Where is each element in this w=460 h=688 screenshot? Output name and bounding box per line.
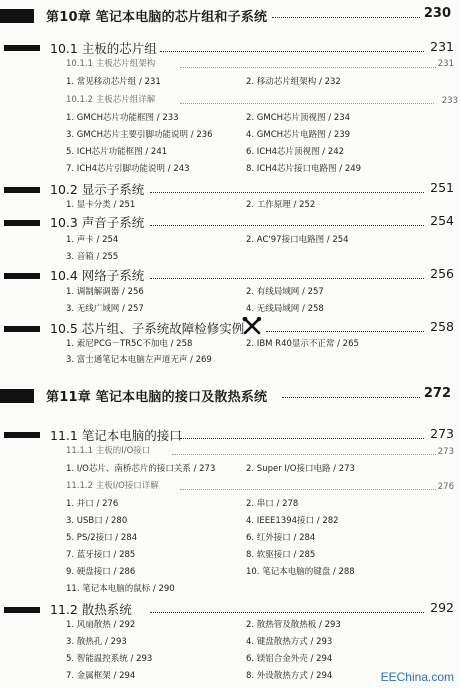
toc-item: 5. 智能温控系统 / 293 [66,654,153,664]
toc-item: 8. 软驱接口 / 285 [246,550,316,560]
toc-item: 6. ICH4芯片顶视图 / 242 [246,147,345,157]
toc-item: 4. IEEE1394接口 / 282 [246,516,339,526]
toc-item: 1. 索尼PCG－TR5C不加电 / 258 [66,339,193,349]
toc-item: 2. AC'97接口电路图 / 254 [246,235,349,245]
subsection-11-1-1-leader [172,454,436,455]
section-11-2-leader [150,612,424,613]
section-11-1-page: 273 [430,426,454,441]
section-10-3-page: 254 [430,213,454,228]
chapter-11-title: 第11章 笔记本电脑的接口及散热系统 [46,390,268,405]
section-10-5-title: 10.5 芯片组、子系统故障检修实例 [50,321,245,336]
toc-item: 1. 调制解调器 / 256 [66,287,144,297]
toc-item: 6. 镁铝合金外壳 / 294 [246,654,333,664]
chapter-10-marker [0,9,34,23]
section-10-3-leader [150,225,424,226]
section-10-2-marker [4,187,40,193]
toc-item: 10. 笔记本电脑的键盘 / 288 [246,567,355,577]
toc-item: 1. 并口 / 276 [66,499,119,509]
section-11-2-marker [4,607,40,613]
toc-item: 4. 键盘散热方式 / 293 [246,637,333,647]
section-10-5-marker [4,326,40,332]
section-10-5-leader [266,331,424,332]
section-11-1-leader [180,438,424,439]
section-10-2-title: 10.2 显示子系统 [50,182,145,197]
toc-item: 1. 常见移动芯片组 / 231 [66,77,161,87]
subsection-11-1-1-title: 11.1.1 主板的I/O接口 [66,446,151,456]
toc-item: 3. USB口 / 280 [66,516,128,526]
section-10-1-page: 231 [430,39,454,54]
watermark: EEChina.com [380,670,454,684]
subsection-11-1-2-title: 11.1.2 主板I/O接口详解 [66,481,159,491]
section-10-1-title: 10.1 主板的芯片组 [50,41,157,56]
toc-item: 2. GMCH芯片顶视图 / 234 [246,113,351,123]
section-10-3-title: 10.3 声音子系统 [50,215,145,230]
toc-item: 3. 富士通笔记本电脑左声道无声 / 269 [66,355,212,365]
section-11-1-marker [4,432,40,438]
toc-item: 1. 显卡分类 / 251 [66,200,136,210]
chapter-10-leader [272,17,420,18]
subsection-11-1-2-page: 276 [437,482,454,492]
toc-item: 7. ICH4芯片引脚功能说明 / 243 [66,164,190,174]
wrench-screwdriver-icon [242,317,262,335]
subsection-11-1-2-leader [180,489,436,490]
toc-item: 6. 红外接口 / 284 [246,533,316,543]
toc-item: 2. 有线局域网 / 257 [246,287,324,297]
toc-item: 8. ICH4芯片接口电路图 / 249 [246,164,362,174]
toc-item: 1. 风扇散热 / 292 [66,620,136,630]
section-10-4-title: 10.4 网络子系统 [50,268,145,283]
section-11-2-title: 11.2 散热系统 [50,602,132,617]
section-11-2-page: 292 [430,600,454,615]
toc-item: 3. 散热孔 / 293 [66,637,127,647]
toc-item: 7. 蓝牙接口 / 285 [66,550,136,560]
section-10-1-leader [160,51,424,52]
subsection-10-1-2-leader [180,103,434,104]
subsection-10-1-1-title: 10.1.1 主板芯片组架构 [66,59,156,69]
toc-item: 2. 散热管及散热板 / 293 [246,620,341,630]
chapter-11-page: 272 [423,386,451,401]
chapter-10-page: 230 [423,6,451,21]
section-10-2-leader [150,192,424,193]
chapter-11-leader [282,397,420,398]
subsection-10-1-1-leader [180,67,436,68]
subsection-10-1-2-page: 233 [441,96,458,106]
toc-item: 4. GMCH芯片电路图 / 239 [246,130,351,140]
chapter-11-marker [0,389,34,403]
toc-item: 5. ICH芯片功能框图 / 241 [66,147,168,157]
section-11-1-title: 11.1 笔记本电脑的接口 [50,428,182,443]
section-10-4-marker [4,273,40,279]
subsection-10-1-2-title: 10.1.2 主板芯片组详解 [66,95,156,105]
section-10-3-marker [4,220,40,226]
toc-item: 4. 无线局域网 / 258 [246,304,324,314]
toc-item: 2. 串口 / 278 [246,499,299,509]
section-10-4-page: 256 [430,266,454,281]
toc-item: 3. GMCH芯片主要引脚功能说明 / 236 [66,130,213,140]
toc-item: 2. 工作原理 / 252 [246,200,316,210]
toc-item: 9. 硬盘接口 / 286 [66,567,136,577]
toc-item: 1. 声卡 / 254 [66,235,119,245]
toc-item: 8. 外设散热方式 / 294 [246,671,333,681]
toc-item: 7. 金属框架 / 294 [66,671,136,681]
toc-item: 2. 移动芯片组架构 / 232 [246,77,341,87]
toc-item: 3. 无线广域网 / 257 [66,304,144,314]
toc-item: 1. I/O芯片、南桥芯片的接口关系 / 273 [66,464,216,474]
toc-item: 11. 笔记本电脑的鼠标 / 290 [66,584,175,594]
subsection-11-1-1-page: 273 [437,447,454,457]
section-10-5-page: 258 [430,319,454,334]
chapter-10-title: 第10章 笔记本电脑的芯片组和子系统 [46,10,268,25]
toc-item: 3. 音箱 / 255 [66,252,119,262]
toc-item: 2. IBM R40显示不正常 / 265 [246,339,359,349]
toc-item: 1. GMCH芯片功能框图 / 233 [66,113,179,123]
toc-item: 5. PS/2接口 / 284 [66,533,138,543]
section-10-2-page: 251 [430,180,454,195]
section-10-1-marker [4,45,40,51]
section-10-4-leader [150,278,424,279]
subsection-10-1-1-page: 231 [437,59,454,69]
toc-item: 2. Super I/O接口电路 / 273 [246,464,355,474]
